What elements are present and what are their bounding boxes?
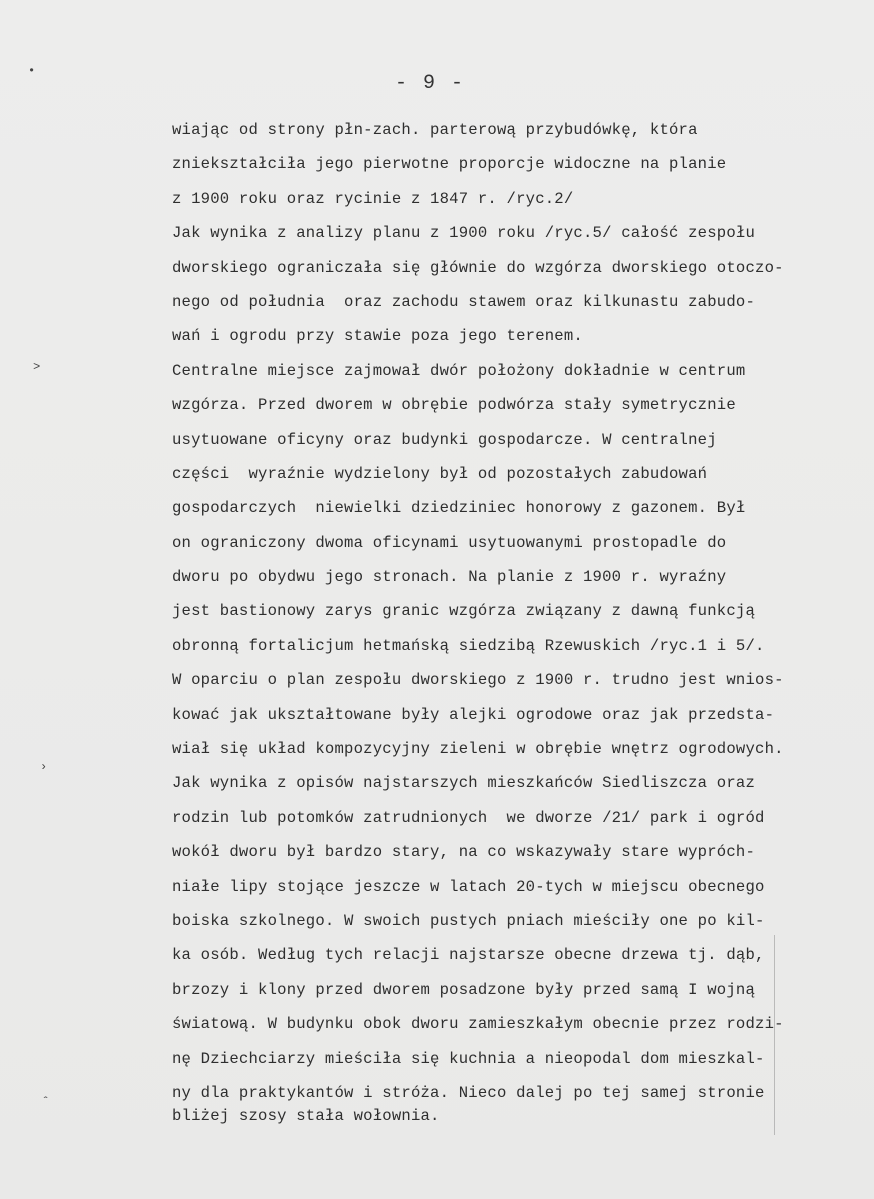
text-line: nę Dziechciarzy mieściła się kuchnia a nieopodal dom mieszkal-	[172, 1049, 765, 1068]
margin-mark: •	[28, 64, 36, 78]
text-line: kować jak ukształtowane były alejki ogrodowe oraz jak przedsta-	[172, 705, 775, 724]
text-line: z 1900 roku oraz rycinie z 1847 r. /ryc.2/	[172, 189, 574, 208]
text-line: światową. W budynku obok dworu zamieszkałym obecnie przez rodzi-	[172, 1015, 784, 1034]
text-line: ka osób. Według tych relacji najstarsze obecne drzewa tj. dąb,	[172, 946, 765, 965]
text-line: on ograniczony dwoma oficynami usytuowanymi prostopadle do	[172, 533, 727, 552]
text-line: wiając od strony płn-zach. parterową przybudówkę, która	[172, 121, 698, 139]
margin-mark: ˃	[33, 360, 41, 374]
page-number: - 9 -	[395, 72, 466, 95]
body-text	[172, 113, 862, 1134]
text-line: ny dla praktykantów i stróża. Nieco dalej po tej samej stronie	[172, 1083, 765, 1102]
text-line: obronną fortalicjum hetmańską siedzibą Rzewuskich /ryc.1 i 5/.	[172, 636, 765, 655]
text-line: wokół dworu był bardzo stary, na co wskazywały stare wypróch-	[172, 843, 756, 862]
text-line: Jak wynika z opisów najstarszych mieszkańców Siedliszcza oraz	[172, 774, 756, 793]
text-line: usytuowane oficyny oraz budynki gospodarcze. W centralnej	[172, 430, 717, 449]
text-line: wzgórza. Przed dworem w obrębie podwórza stały symetrycznie	[172, 396, 736, 415]
text-line: Jak wynika z analizy planu z 1900 roku /ryc.5/ całość zespołu	[172, 224, 756, 243]
text-line: jest bastionowy zarys granic wzgórza związany z dawną funkcją	[172, 602, 756, 621]
text-line: wań i ogrodu przy stawie poza jego terenem.	[172, 327, 583, 346]
text-line: zniekształciła jego pierwotne proporcje widoczne na planie	[172, 155, 727, 174]
text-line: nego od południa oraz zachodu stawem oraz kilkunastu zabudo-	[172, 292, 756, 311]
text-line: niałe lipy stojące jeszcze w latach 20-tych w miejscu obecnego	[172, 877, 765, 896]
margin-mark: ›	[40, 760, 48, 774]
text-line: W oparciu o plan zespołu dworskiego z 1900 r. trudno jest wnios-	[172, 671, 784, 690]
text-line: Centralne miejsce zajmował dwór położony dokładnie w centrum	[172, 361, 746, 380]
text-line: brzozy i klony przed dworem posadzone były przed samą I wojną	[172, 980, 756, 999]
text-line: bliżej szosy stała wołownia.	[172, 1107, 440, 1126]
text-line: dworskiego ograniczała się głównie do wzgórza dworskiego otoczo-	[172, 258, 784, 277]
text-line: części wyraźnie wydzielony był od pozostałych zabudowań	[172, 464, 708, 483]
margin-mark: ˆ	[42, 1095, 50, 1109]
text-line: gospodarczych niewielki dziedziniec honorowy z gazonem. Był	[172, 499, 746, 518]
text-line: dworu po obydwu jego stronach. Na planie z 1900 r. wyraźny	[172, 568, 727, 587]
text-line: rodzin lub potomków zatrudnionych we dworze /21/ park i ogród	[172, 808, 765, 827]
text-line: boiska szkolnego. W swoich pustych pniach mieściły one po kil-	[172, 911, 765, 930]
text-line: wiał się układ kompozycyjny zieleni w obrębie wnętrz ogrodowych.	[172, 740, 784, 759]
